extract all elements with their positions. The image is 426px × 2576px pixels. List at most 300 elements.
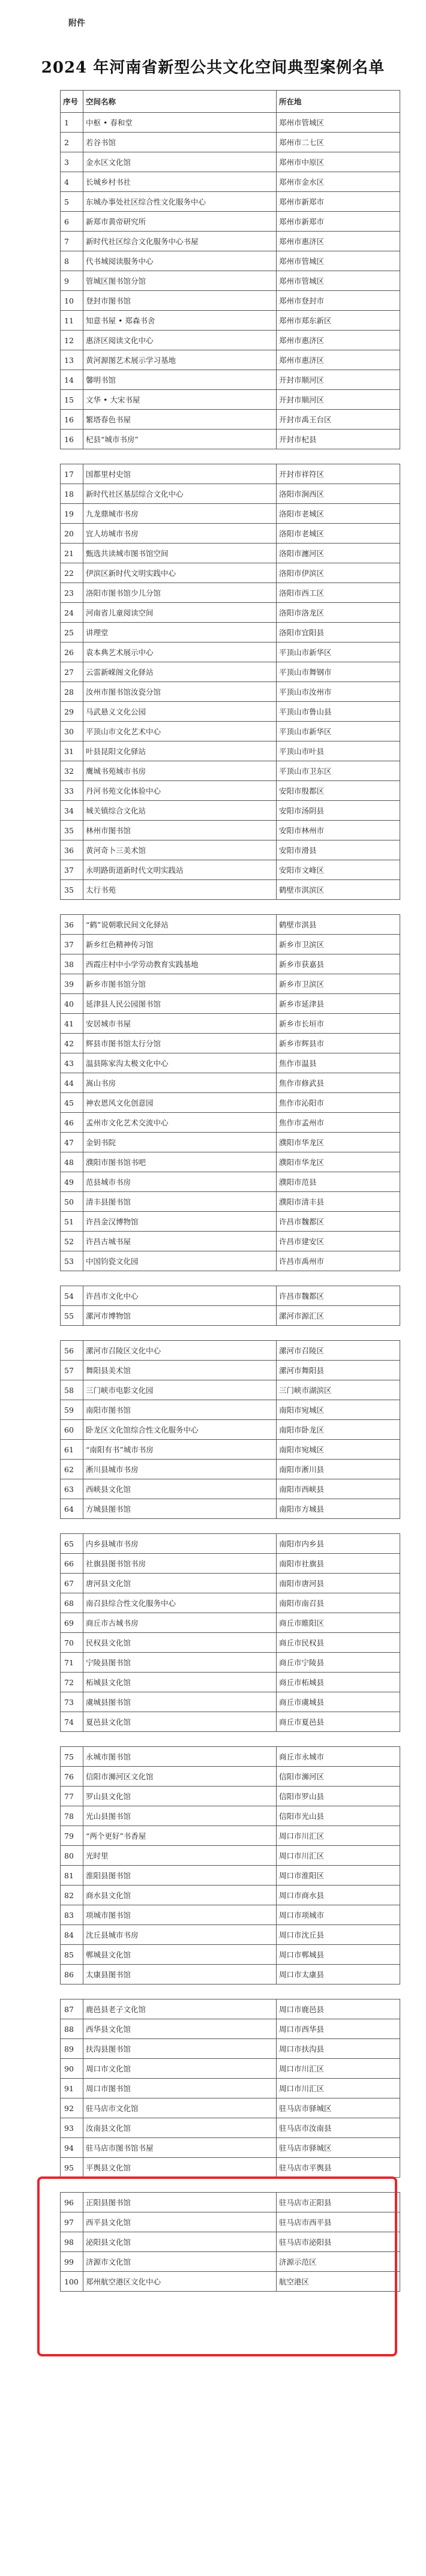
row-location: 周口市项城市 <box>277 1905 400 1925</box>
row-space-name: 项城市图书馆 <box>83 1905 277 1925</box>
row-space-name: 嵩山书房 <box>83 1073 277 1093</box>
table-gap-cell <box>61 449 400 464</box>
row-location: 濮阳市华龙区 <box>277 1133 400 1152</box>
row-space-name: 汝州市图书馆汝瓷分馆 <box>83 682 277 702</box>
row-location: 周口市鹿邑县 <box>277 1999 400 2019</box>
row-index: 59 <box>61 1400 83 1420</box>
table-gap-row <box>61 449 400 464</box>
table-row <box>61 1673 400 1692</box>
table-row <box>61 271 400 291</box>
row-index: 54 <box>61 1286 83 1306</box>
table-row <box>61 662 400 682</box>
row-space-name: 神农恩风文化创意园 <box>83 1093 277 1113</box>
row-location: 新乡市卫滨区 <box>277 974 400 994</box>
row-location: 周口市太康县 <box>277 1965 400 1984</box>
row-space-name: 宁陵县图书馆 <box>83 1653 277 1673</box>
row-space-name: 安居城市书屋 <box>83 1014 277 1034</box>
column-header-index: 序号 <box>61 91 83 113</box>
row-space-name: 讲理堂 <box>83 623 277 643</box>
row-index: 1 <box>61 113 83 133</box>
row-space-name: 金水区文化馆 <box>83 152 277 172</box>
table-gap-row <box>61 1519 400 1534</box>
table-row <box>61 2019 400 2039</box>
table-row <box>61 994 400 1014</box>
row-location: 平顶山市叶县 <box>277 741 400 761</box>
table-row <box>61 192 400 212</box>
table-row <box>61 524 400 544</box>
row-location: 新乡市延津县 <box>277 994 400 1014</box>
row-location: 郑州市登封市 <box>277 291 400 311</box>
row-index: 79 <box>61 1826 83 1846</box>
row-space-name: 黄河奇卜三美术馆 <box>83 840 277 860</box>
row-space-name: 鹰城书苑城市书房 <box>83 761 277 781</box>
table-row <box>61 1965 400 1984</box>
table-row <box>61 1073 400 1093</box>
row-space-name: “南阳有书”城市书房 <box>83 1440 277 1460</box>
row-index: 89 <box>61 2039 83 2059</box>
row-location: 周口市川汇区 <box>277 2059 400 2079</box>
table-row <box>61 1251 400 1271</box>
row-space-name: 商水县文化馆 <box>83 1886 277 1905</box>
row-space-name: 黄河源图艺术展示学习基地 <box>83 350 277 370</box>
table-row <box>61 880 400 900</box>
table-row <box>61 1925 400 1945</box>
row-space-name: 平顶山市文化艺术中心 <box>83 722 277 741</box>
table-row <box>61 2212 400 2232</box>
row-location: 周口市沈丘县 <box>277 1925 400 1945</box>
row-index: 97 <box>61 2212 83 2232</box>
row-space-name: 温县陈家沟太极文化中心 <box>83 1053 277 1073</box>
row-space-name: 淅川县城市书房 <box>83 1460 277 1479</box>
row-index: 27 <box>61 662 83 682</box>
row-index: 15 <box>61 390 83 410</box>
row-space-name: 国都里村史馆 <box>83 464 277 484</box>
table-row <box>61 1945 400 1965</box>
row-location: 平顶山市新华区 <box>277 722 400 741</box>
row-space-name: 城关镇综合文化站 <box>83 801 277 821</box>
row-location: 焦作市修武县 <box>277 1073 400 1093</box>
row-space-name: 马武悬义文化公园 <box>83 702 277 722</box>
table-row <box>61 702 400 722</box>
row-space-name: 宜人坊城市书房 <box>83 524 277 544</box>
row-index: 90 <box>61 2059 83 2079</box>
row-location: 郑州市新郑市 <box>277 212 400 232</box>
row-location: 周口市郸城县 <box>277 1945 400 1965</box>
row-location: 漯河市源汇区 <box>277 1306 400 1326</box>
row-space-name: “鹤”说朝歌民间文化驿站 <box>83 915 277 935</box>
row-index: 14 <box>61 370 83 390</box>
row-location: 郑州市惠济区 <box>277 232 400 251</box>
row-space-name: 新乡红色精神传习馆 <box>83 935 277 954</box>
table-row <box>61 1192 400 1212</box>
row-index: 36 <box>61 915 83 935</box>
row-location: 驻马店市西平县 <box>277 2212 400 2232</box>
row-location: 开封市祥符区 <box>277 464 400 484</box>
row-space-name: 延津县人民公园图书馆 <box>83 994 277 1014</box>
row-location: 周口市川汇区 <box>277 1846 400 1866</box>
row-location: 商丘市柘城县 <box>277 1673 400 1692</box>
row-location: 信阳市光山县 <box>277 1806 400 1826</box>
row-location: 郑州市惠济区 <box>277 350 400 370</box>
row-index: 36 <box>61 840 83 860</box>
row-index: 73 <box>61 1692 83 1712</box>
row-space-name: 中枢 • 春和堂 <box>83 113 277 133</box>
row-location: 南阳市卧龙区 <box>277 1420 400 1440</box>
row-index: 85 <box>61 1945 83 1965</box>
row-index: 60 <box>61 1420 83 1440</box>
table-row <box>61 504 400 524</box>
row-space-name: 舞阳县美术馆 <box>83 1361 277 1380</box>
row-location: 新乡市长垣市 <box>277 1014 400 1034</box>
row-location: 信阳市罗山县 <box>277 1787 400 1806</box>
row-index: 100 <box>61 2272 83 2292</box>
table-row <box>61 2098 400 2118</box>
row-index: 18 <box>61 484 83 504</box>
row-location: 三门峡市湖滨区 <box>277 1380 400 1400</box>
table-gap-cell <box>61 1732 400 1747</box>
table-row <box>61 1574 400 1593</box>
row-index: 2 <box>61 133 83 152</box>
table-gap-row <box>61 1732 400 1747</box>
row-space-name: 馨明书馆 <box>83 370 277 390</box>
table-row <box>61 1212 400 1232</box>
table-row <box>61 781 400 801</box>
row-index: 65 <box>61 1534 83 1554</box>
row-location: 郑州市金水区 <box>277 172 400 192</box>
row-space-name: 光时里 <box>83 1846 277 1866</box>
row-space-name: 驻马店市文化馆 <box>83 2098 277 2118</box>
table-row <box>61 232 400 251</box>
row-space-name: 周口市文化馆 <box>83 2059 277 2079</box>
row-index: 77 <box>61 1787 83 1806</box>
table-row <box>61 1400 400 1420</box>
row-index: 67 <box>61 1574 83 1593</box>
table-gap-row <box>61 1326 400 1341</box>
row-index: 23 <box>61 583 83 603</box>
cases-table <box>60 90 400 2292</box>
row-space-name: 代书城阅读服务中心 <box>83 251 277 271</box>
row-location: 南阳市南召县 <box>277 1593 400 1613</box>
row-index: 57 <box>61 1361 83 1380</box>
table-row <box>61 1113 400 1133</box>
row-index: 82 <box>61 1886 83 1905</box>
column-header-location: 所在地 <box>277 91 400 113</box>
row-index: 32 <box>61 761 83 781</box>
row-location: 南阳市唐河县 <box>277 1574 400 1593</box>
row-index: 68 <box>61 1593 83 1613</box>
row-index: 9 <box>61 271 83 291</box>
table-row <box>61 821 400 840</box>
row-space-name: 文华 • 大宋书屋 <box>83 390 277 410</box>
row-space-name: 中国钧瓷文化园 <box>83 1251 277 1271</box>
row-space-name: 丹河书苑文化体验中心 <box>83 781 277 801</box>
row-location: 许昌市禹州市 <box>277 1251 400 1271</box>
row-index: 91 <box>61 2079 83 2098</box>
row-index: 55 <box>61 1306 83 1326</box>
row-index: 46 <box>61 1113 83 1133</box>
row-space-name: 内乡县城市书房 <box>83 1534 277 1554</box>
row-space-name: 淮阳县图书馆 <box>83 1866 277 1886</box>
row-index: 22 <box>61 563 83 583</box>
row-index: 20 <box>61 524 83 544</box>
table-row <box>61 2272 400 2292</box>
table-row <box>61 1341 400 1361</box>
row-space-name: 辉县市图书馆太行分馆 <box>83 1034 277 1053</box>
table-row <box>61 2158 400 2178</box>
row-index: 4 <box>61 172 83 192</box>
table-row <box>61 583 400 603</box>
table-row <box>61 761 400 781</box>
table-row <box>61 484 400 504</box>
row-space-name: 罗山县文化馆 <box>83 1787 277 1806</box>
row-space-name: “两个更好”书香屋 <box>83 1826 277 1846</box>
row-space-name: 周口市图书馆 <box>83 2079 277 2098</box>
row-space-name: 太行书苑 <box>83 880 277 900</box>
table-gap-row <box>61 1271 400 1286</box>
row-space-name: 许昌金汉博物馆 <box>83 1212 277 1232</box>
row-index: 58 <box>61 1380 83 1400</box>
row-index: 37 <box>61 860 83 880</box>
row-location: 许昌市魏都区 <box>277 1212 400 1232</box>
table-row <box>61 1712 400 1732</box>
row-space-name: 社旗县图书馆书房 <box>83 1554 277 1574</box>
row-location: 周口市商水县 <box>277 1886 400 1905</box>
row-location: 鹤壁市淇滨区 <box>277 880 400 900</box>
table-row <box>61 2193 400 2212</box>
row-location: 平顶山市鲁山县 <box>277 702 400 722</box>
table-row <box>61 390 400 410</box>
row-location: 商丘市宁陵县 <box>277 1653 400 1673</box>
row-index: 86 <box>61 1965 83 1984</box>
row-index: 35 <box>61 821 83 840</box>
row-location: 平顶山市卫东区 <box>277 761 400 781</box>
column-header-name: 空间名称 <box>83 91 277 113</box>
table-row <box>61 974 400 994</box>
row-index: 50 <box>61 1192 83 1212</box>
table-row <box>61 2039 400 2059</box>
row-location: 濮阳市范县 <box>277 1172 400 1192</box>
row-index: 83 <box>61 1905 83 1925</box>
row-index: 42 <box>61 1034 83 1053</box>
row-index: 51 <box>61 1212 83 1232</box>
row-location: 驻马店市泌阳县 <box>277 2232 400 2252</box>
row-location: 漯河市舞阳县 <box>277 1361 400 1380</box>
row-index: 19 <box>61 504 83 524</box>
row-index: 38 <box>61 954 83 974</box>
row-index: 52 <box>61 1232 83 1251</box>
row-location: 安阳市殷都区 <box>277 781 400 801</box>
table-row <box>61 1613 400 1633</box>
row-index: 61 <box>61 1440 83 1460</box>
row-location: 洛阳市瀍河区 <box>277 544 400 563</box>
table-gap-cell <box>61 1984 400 1999</box>
row-space-name: 东城办事处社区综合性文化服务中心 <box>83 192 277 212</box>
row-space-name: 太康县图书馆 <box>83 1965 277 1984</box>
table-row <box>61 1440 400 1460</box>
table-row <box>61 370 400 390</box>
table-row <box>61 2118 400 2138</box>
row-index: 35 <box>61 880 83 900</box>
row-index: 3 <box>61 152 83 172</box>
row-index: 7 <box>61 232 83 251</box>
table-row <box>61 1554 400 1574</box>
row-index: 13 <box>61 350 83 370</box>
row-space-name: 伊滨区新时代文明实践中心 <box>83 563 277 583</box>
table-gap-cell <box>61 1519 400 1534</box>
row-location: 洛阳市洛龙区 <box>277 603 400 623</box>
row-space-name: 惠济区阅读文化中心 <box>83 331 277 350</box>
row-location: 洛阳市涧西区 <box>277 484 400 504</box>
row-location: 驻马店市驿城区 <box>277 2138 400 2158</box>
row-space-name: 范县城市书房 <box>83 1172 277 1192</box>
row-index: 75 <box>61 1747 83 1767</box>
table-row <box>61 1747 400 1767</box>
row-location: 平顶山市汝州市 <box>277 682 400 702</box>
row-space-name: 济源市文化馆 <box>83 2252 277 2272</box>
row-location: 平顶山市舞钢市 <box>277 662 400 682</box>
row-space-name: 郸城县文化馆 <box>83 1945 277 1965</box>
row-space-name: 沈丘县城市书房 <box>83 1925 277 1945</box>
row-space-name: 河南省儿童阅读空间 <box>83 603 277 623</box>
row-location: 驻马店市驿城区 <box>277 2098 400 2118</box>
row-space-name: 洛阳市图书馆少儿分馆 <box>83 583 277 603</box>
row-space-name: 濮阳市图书馆书吧 <box>83 1152 277 1172</box>
table-row <box>61 2252 400 2272</box>
table-row <box>61 430 400 449</box>
table-row <box>61 1034 400 1053</box>
row-index: 11 <box>61 311 83 331</box>
row-space-name: 永明路街道新时代文明实践站 <box>83 860 277 880</box>
table-gap-cell <box>61 2178 400 2193</box>
row-index: 45 <box>61 1093 83 1113</box>
row-space-name: 许昌市文化中心 <box>83 1286 277 1306</box>
row-location: 安阳市文峰区 <box>277 860 400 880</box>
table-row <box>61 1460 400 1479</box>
row-index: 8 <box>61 251 83 271</box>
row-location: 鹤壁市淇县 <box>277 915 400 935</box>
row-space-name: 南召县综合性文化服务中心 <box>83 1593 277 1613</box>
row-location: 济源示范区 <box>277 2252 400 2272</box>
row-index: 16 <box>61 430 83 449</box>
table-body <box>61 113 400 2292</box>
row-space-name: 扶沟县图书馆 <box>83 2039 277 2059</box>
row-space-name: 新乡市图书馆分馆 <box>83 974 277 994</box>
row-index: 30 <box>61 722 83 741</box>
row-space-name: 西华县文化馆 <box>83 2019 277 2039</box>
row-location: 南阳市宛城区 <box>277 1400 400 1420</box>
row-space-name: 平舆县文化馆 <box>83 2158 277 2178</box>
table-row <box>61 954 400 974</box>
table-row <box>61 311 400 331</box>
row-location: 周口市淮阳区 <box>277 1866 400 1886</box>
table-row <box>61 1420 400 1440</box>
row-location: 周口市扶沟县 <box>277 2039 400 2059</box>
row-space-name: 商丘市古城书房 <box>83 1613 277 1633</box>
row-space-name: 正阳县图书馆 <box>83 2193 277 2212</box>
table-row <box>61 113 400 133</box>
row-index: 76 <box>61 1767 83 1787</box>
table-row <box>61 1826 400 1846</box>
table-row <box>61 1172 400 1192</box>
table-row <box>61 722 400 741</box>
table-row <box>61 2079 400 2098</box>
row-space-name: 唐河县文化馆 <box>83 1574 277 1593</box>
row-index: 80 <box>61 1846 83 1866</box>
row-location: 洛阳市老城区 <box>277 524 400 544</box>
row-index: 69 <box>61 1613 83 1633</box>
row-space-name: 杞县“城市书房” <box>83 430 277 449</box>
table-row <box>61 2138 400 2158</box>
row-index: 25 <box>61 623 83 643</box>
row-space-name: 登封市图书馆 <box>83 291 277 311</box>
row-index: 16 <box>61 410 83 430</box>
row-space-name: 卧龙区文化馆综合性文化服务中心 <box>83 1420 277 1440</box>
table-row <box>61 1653 400 1673</box>
row-space-name: 新时代社区综合文化服务中心书屋 <box>83 232 277 251</box>
table-row <box>61 1866 400 1886</box>
row-location: 驻马店市汝南县 <box>277 2118 400 2138</box>
row-space-name: 叶县昆阳文化驿站 <box>83 741 277 761</box>
row-space-name: 汝南县文化馆 <box>83 2118 277 2138</box>
table-gap-row <box>61 1984 400 1999</box>
table-row <box>61 1232 400 1251</box>
row-location: 漯河市召陵区 <box>277 1341 400 1361</box>
row-location: 濮阳市华龙区 <box>277 1152 400 1172</box>
row-space-name: 清丰县图书馆 <box>83 1192 277 1212</box>
row-location: 焦作市温县 <box>277 1053 400 1073</box>
row-space-name: 虞城县图书馆 <box>83 1692 277 1712</box>
table-row <box>61 1361 400 1380</box>
table-gap-row <box>61 900 400 915</box>
table-row <box>61 133 400 152</box>
row-location: 南阳市宛城区 <box>277 1440 400 1460</box>
row-index: 48 <box>61 1152 83 1172</box>
row-space-name: 若谷书馆 <box>83 133 277 152</box>
row-index: 53 <box>61 1251 83 1271</box>
row-location: 航空港区 <box>277 2272 400 2292</box>
table-row <box>61 563 400 583</box>
row-index: 66 <box>61 1554 83 1574</box>
row-location: 南阳市社旗县 <box>277 1554 400 1574</box>
table-row <box>61 291 400 311</box>
row-index: 24 <box>61 603 83 623</box>
table-row <box>61 1053 400 1073</box>
row-space-name: 鹿邑县老子文化馆 <box>83 1999 277 2019</box>
row-location: 平顶山市新华区 <box>277 643 400 662</box>
table-row <box>61 464 400 484</box>
row-space-name: 云雷新嵘阁文化驿站 <box>83 662 277 682</box>
table-row <box>61 623 400 643</box>
row-index: 99 <box>61 2252 83 2272</box>
row-space-name: 柘城县文化馆 <box>83 1673 277 1692</box>
row-location: 南阳市西峡县 <box>277 1479 400 1499</box>
table-row <box>61 1534 400 1554</box>
table-row <box>61 1286 400 1306</box>
row-index: 94 <box>61 2138 83 2158</box>
row-index: 64 <box>61 1499 83 1519</box>
table-row <box>61 350 400 370</box>
row-location: 新乡市获嘉县 <box>277 954 400 974</box>
table-row <box>61 2059 400 2079</box>
row-location: 周口市西华县 <box>277 2019 400 2039</box>
table-row <box>61 1633 400 1653</box>
row-space-name: 驻马店市图书馆书屋 <box>83 2138 277 2158</box>
table-row <box>61 1787 400 1806</box>
row-space-name: 光山县图书馆 <box>83 1806 277 1826</box>
row-location: 开封市禹王台区 <box>277 410 400 430</box>
row-location: 洛阳市宜阳县 <box>277 623 400 643</box>
table-row <box>61 1886 400 1905</box>
